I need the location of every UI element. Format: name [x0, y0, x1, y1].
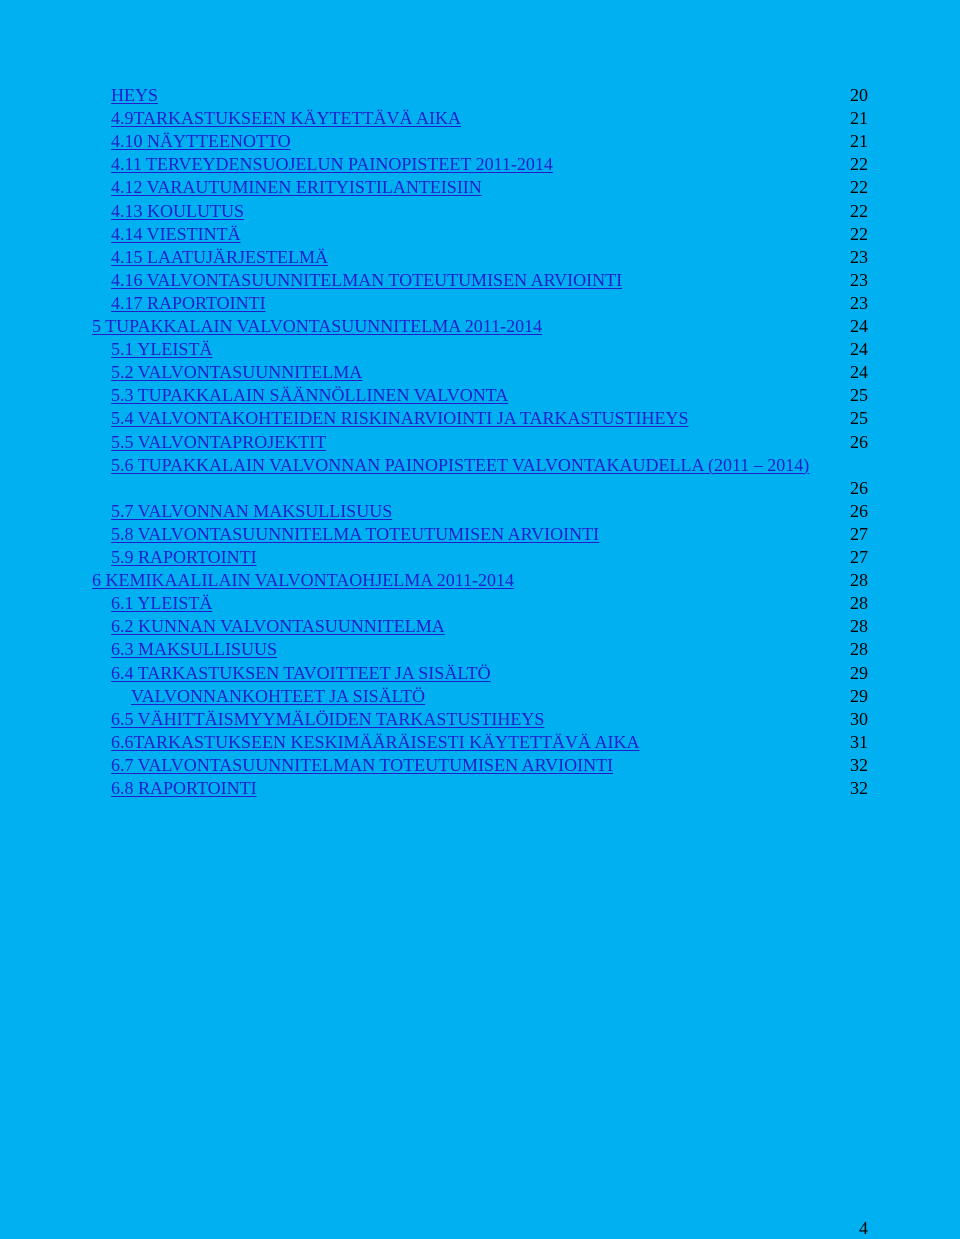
toc-entry — [0, 384, 960, 407]
toc-entry-link[interactable]: 6 KEMIKAALILAIN VALVONTAOHJELMA 2011-2014 — [92, 570, 515, 591]
toc-entry — [0, 546, 960, 569]
toc-page-number: 22 — [850, 154, 868, 175]
toc-entry-link[interactable]: 5.3 TUPAKKALAIN SÄÄNNÖLLINEN VALVONTA — [111, 385, 509, 406]
toc-page-number: 22 — [850, 177, 868, 198]
toc-entry — [0, 269, 960, 292]
toc-page-number: 22 — [850, 223, 868, 244]
toc-entry — [0, 246, 960, 269]
toc-page-number: 30 — [850, 708, 868, 729]
toc-entry — [0, 708, 960, 731]
toc-page-number: 21 — [850, 108, 868, 129]
toc-entry-link[interactable]: 5.5 VALVONTAPROJEKTIT — [111, 431, 327, 452]
toc-entry — [0, 638, 960, 661]
toc-entry — [0, 777, 960, 800]
toc-entry-link[interactable]: 5.2 VALVONTASUUNNITELMA — [111, 362, 363, 383]
page-number: 4 — [859, 1218, 868, 1238]
toc-entry-link[interactable]: 5.4 VALVONTAKOHTEIDEN RISKINARVIOINTI JA TARKASTUSTIHEYS — [111, 408, 689, 429]
toc-page-number: 28 — [850, 639, 868, 660]
toc-entry — [0, 176, 960, 199]
toc-page-number: 26 — [850, 431, 868, 452]
toc-entry-link[interactable]: 4.11 TERVEYDENSUOJELUN PAINOPISTEET 2011-2014 — [111, 154, 553, 175]
toc-entry-link[interactable]: 5.6 TUPAKKALAIN VALVONNAN PAINOPISTEET VALVONTAKAUDELLA (2011 – 2014) — [111, 454, 810, 475]
toc-entry — [0, 685, 960, 708]
toc-page-number: 20 — [850, 85, 868, 105]
toc-entry-link[interactable]: 6.2 KUNNAN VALVONTASUUNNITELMA — [111, 616, 445, 637]
toc-entry-link[interactable]: 4.16 VALVONTASUUNNITELMAN TOTEUTUMISEN ARVIOINTI — [111, 269, 623, 290]
toc-entry — [0, 754, 960, 777]
toc-entry-link[interactable]: 6.3 MAKSULLISUUS — [111, 639, 278, 660]
toc-page-number: 25 — [850, 408, 868, 429]
toc-entry — [0, 200, 960, 223]
toc-entry — [0, 292, 960, 315]
toc-entry — [0, 107, 960, 130]
toc-entry — [0, 662, 960, 685]
toc-page-number: 32 — [850, 778, 868, 798]
toc-entry-link[interactable]: 4.13 KOULUTUS — [111, 200, 244, 221]
toc-page-number: 26 — [850, 500, 868, 521]
toc-entry — [0, 407, 960, 430]
toc-entry-link[interactable]: 5 TUPAKKALAIN VALVONTASUUNNITELMA 2011-2014 — [92, 316, 543, 336]
toc-page-number: 28 — [850, 570, 868, 591]
toc-entry — [0, 431, 960, 454]
toc-entry — [0, 223, 960, 246]
toc-page-number: 27 — [850, 547, 868, 567]
toc-entry-link[interactable]: 4.15 LAATUJÄRJESTELMÄ — [111, 246, 329, 267]
toc-entry-link[interactable]: 4.17 RAPORTOINTI — [111, 292, 266, 313]
toc-entry-link[interactable]: HEYS — [111, 85, 159, 105]
toc-entry — [0, 569, 960, 592]
toc-entry-link[interactable]: 6.6TARKASTUKSEEN KESKIMÄÄRÄISESTI KÄYTETTÄVÄ AIKA — [111, 731, 640, 752]
toc-entry-link[interactable]: 6.5 VÄHITTÄISMYYMÄLÖIDEN TARKASTUSTIHEYS — [111, 708, 545, 729]
toc-page-number: 23 — [850, 246, 868, 267]
toc-entry — [0, 454, 960, 498]
toc-entry-link[interactable]: 4.10 NÄYTTEENOTTO — [111, 131, 291, 152]
toc-entry — [0, 338, 960, 361]
toc-page-number: 28 — [850, 616, 868, 637]
toc-entry-link[interactable]: 4.14 VIESTINTÄ — [111, 223, 241, 244]
toc-page-number: 29 — [850, 685, 868, 706]
toc-page-number: 22 — [850, 200, 868, 221]
toc-entry — [0, 130, 960, 153]
toc-page-number: 24 — [850, 362, 868, 383]
toc-entry-link[interactable]: 4.9TARKASTUKSEEN KÄYTETTÄVÄ AIKA — [111, 108, 462, 129]
toc-entry-link[interactable]: 5.8 VALVONTASUUNNITELMA TOTEUTUMISEN ARVIOINTI — [111, 523, 600, 544]
toc-entry — [0, 592, 960, 615]
toc-entry — [0, 500, 960, 523]
toc-entry — [0, 361, 960, 384]
toc-entry — [0, 731, 960, 754]
toc-entry — [0, 615, 960, 638]
toc-page-number: 24 — [850, 339, 868, 360]
toc-page-number: 31 — [850, 731, 868, 752]
toc-entry — [0, 84, 960, 107]
toc-page-number: 28 — [850, 593, 868, 614]
toc-entry — [0, 523, 960, 546]
toc-entry-link[interactable]: 6.1 YLEISTÄ — [111, 593, 213, 614]
toc-entry-link[interactable]: 5.9 RAPORTOINTI — [111, 547, 257, 567]
toc-page-number: 26 — [850, 477, 868, 498]
toc-page-number: 24 — [850, 316, 868, 336]
toc-page-number: 32 — [850, 754, 868, 775]
toc-page-number: 23 — [850, 269, 868, 290]
toc-entry-link[interactable]: VALVONNANKOHTEET JA SISÄLTÖ — [131, 685, 426, 706]
toc-entry — [0, 153, 960, 176]
toc-page-number: 27 — [850, 523, 868, 544]
toc-entry-link[interactable]: 6.8 RAPORTOINTI — [111, 778, 257, 798]
toc-entry-link[interactable]: 6.7 VALVONTASUUNNITELMAN TOTEUTUMISEN ARVIOINTI — [111, 754, 614, 775]
toc-entry-link[interactable]: 6.4 TARKASTUKSEN TAVOITTEET JA SISÄLTÖ — [111, 662, 491, 683]
toc-entry-link[interactable]: 5.1 YLEISTÄ — [111, 339, 213, 360]
toc-page-number: 23 — [850, 292, 868, 313]
toc-page-number: 25 — [850, 385, 868, 406]
toc-entry-link[interactable]: 5.7 VALVONNAN MAKSULLISUUS — [111, 500, 393, 521]
toc-page-number: 21 — [850, 131, 868, 152]
toc-entry-link[interactable]: 4.12 VARAUTUMINEN ERITYISTILANTEISIIN — [111, 177, 482, 198]
toc-entry — [0, 315, 960, 338]
toc-page-number: 29 — [850, 662, 868, 683]
